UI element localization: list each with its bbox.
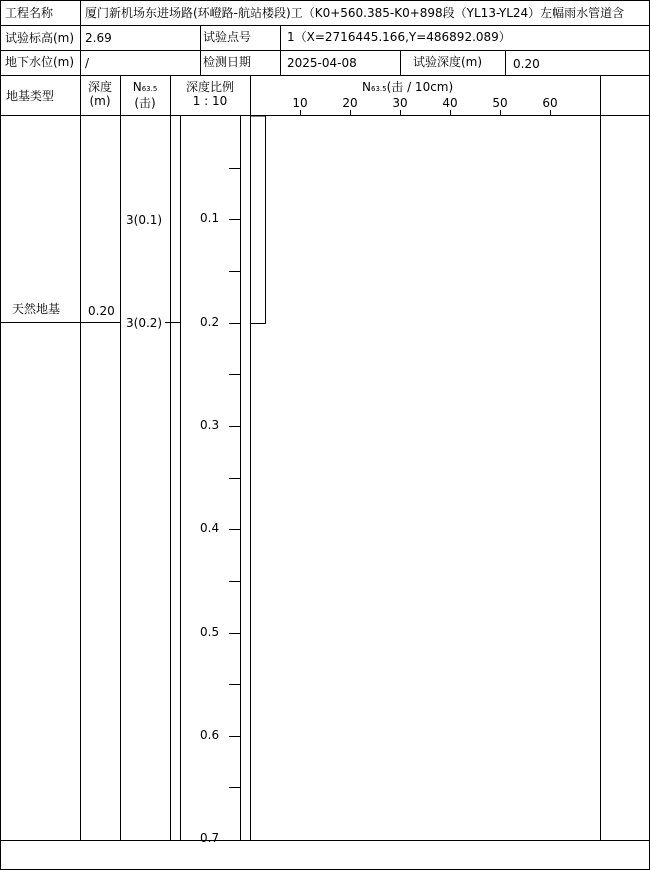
depth-tick-label: 0.7 xyxy=(200,831,220,846)
test-depth-value: 0.20 xyxy=(513,57,540,71)
soil-type-header: 地基类型 xyxy=(6,89,55,103)
n-value-2: 3(0.2) xyxy=(126,316,163,330)
x-tick-label: 50 xyxy=(492,96,508,110)
point-value: 1（X=2716445.166,Y=486892.089） xyxy=(287,30,511,44)
depth-tick-label: 0.3 xyxy=(200,417,220,432)
project-value: 厦门新机场东进场路(环嶝路-航站楼段)工（K0+560.385-K0+898段（YL13-YL24）左幅雨水管道含 xyxy=(85,6,625,20)
test-date-label: 检测日期 xyxy=(203,55,252,69)
water-level-label: 地下水位(m) xyxy=(5,55,75,69)
depth-value: 0.20 xyxy=(88,304,115,318)
x-tick-label: 40 xyxy=(442,96,458,110)
depth-header: 深度 (m) xyxy=(87,80,112,108)
point-label: 试验点号 xyxy=(203,30,252,44)
x-tick-label: 10 xyxy=(292,96,308,110)
x-tick-label: 30 xyxy=(392,96,408,110)
n-value-1: 3(0.1) xyxy=(126,213,163,227)
x-tick-label: 20 xyxy=(342,96,358,110)
project-label: 工程名称 xyxy=(5,6,54,20)
depth-scale-header: 深度比例 1 : 10 xyxy=(185,80,234,108)
elevation-label: 试验标高(m) xyxy=(5,31,75,45)
depth-tick-label: 0.6 xyxy=(200,727,220,742)
test-date-value: 2025-04-08 xyxy=(287,56,357,70)
depth-tick-label: 0.2 xyxy=(200,314,220,329)
soil-type-value: 天然地基 xyxy=(12,302,61,316)
elevation-value: 2.69 xyxy=(85,31,112,45)
chart-title: N63.5(击 / 10cm) xyxy=(362,80,454,94)
n-value-step-line xyxy=(250,116,266,324)
test-depth-label: 试验深度(m) xyxy=(413,55,483,69)
n635-header: N63.5 (击) xyxy=(132,80,158,110)
depth-tick-label: 0.5 xyxy=(200,624,220,639)
water-level-value: / xyxy=(85,56,90,70)
depth-tick-label: 0.1 xyxy=(200,211,220,226)
x-tick-label: 60 xyxy=(542,96,558,110)
depth-tick-label: 0.4 xyxy=(200,521,220,536)
